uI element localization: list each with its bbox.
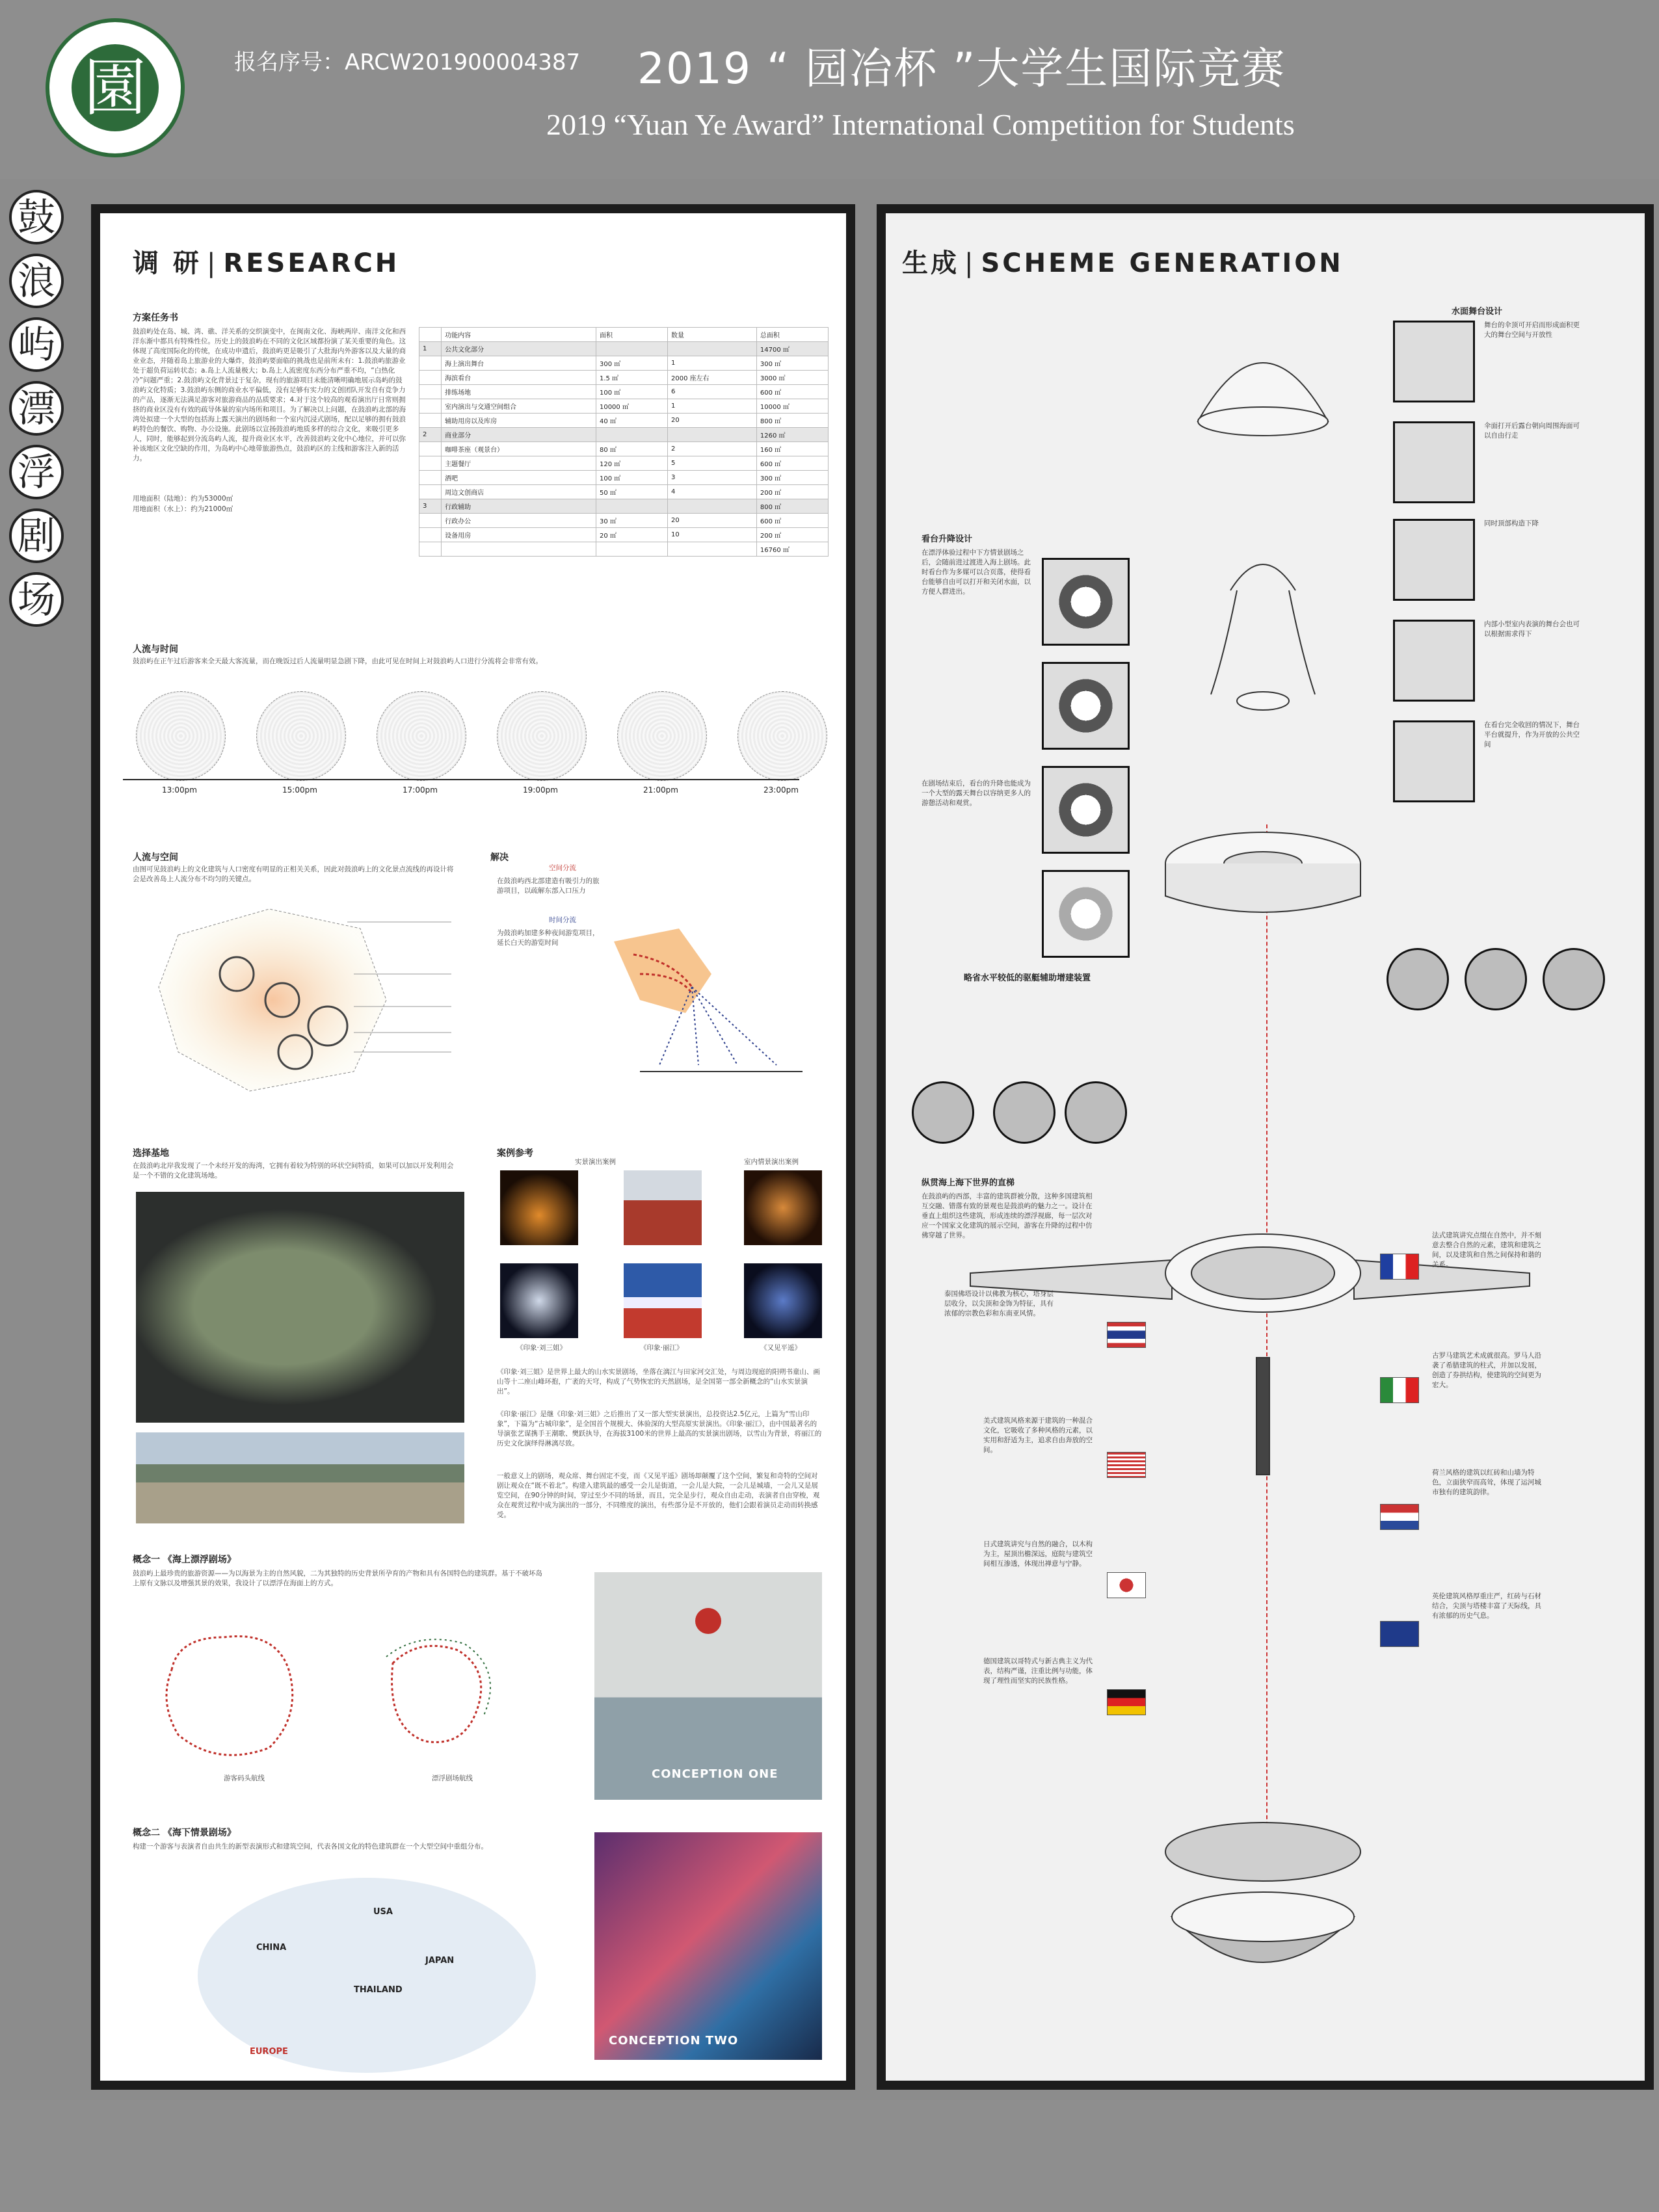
case-caption: 《印象·刘三姐》	[516, 1344, 566, 1352]
case-photo-lijiang-1	[624, 1170, 702, 1245]
world-label-usa: USA	[373, 1907, 393, 1917]
world-label-china: CHINA	[256, 1943, 287, 1953]
table-cell: 50 ㎡	[596, 485, 667, 499]
table-cell: 酒吧	[442, 471, 596, 485]
flag-thailand	[1107, 1322, 1146, 1348]
table-cell: 3	[419, 499, 442, 514]
stand-title: 看台升降设计	[922, 534, 973, 544]
time-label: 21:00pm	[643, 785, 678, 795]
table-cell: 3	[668, 471, 757, 485]
table-header: 面积	[596, 328, 667, 342]
stand-text-2: 在剧场结束后，看台的升降也能成为一个大型的露天舞台以容纳更多人的游憩活动和观赏。	[922, 780, 1031, 807]
stage-note: 舞台的伞顶可开启而形成面积更大的舞台空间与开放性	[1484, 321, 1580, 339]
table-cell: 行政办公	[442, 514, 596, 528]
stage-note: 在看台完全收回的情况下，舞台平台就提升，作为开放的公共空间	[1484, 721, 1580, 748]
table-cell: 80 ㎡	[596, 442, 667, 456]
table-cell: 160 ㎡	[756, 442, 828, 456]
research-heading: 调 研 | RESEARCH	[133, 248, 400, 278]
table-cell	[419, 471, 442, 485]
flow-time-text: 鼓浪屿在正午过后游客来全天最大客流量，而在晚饭过后人流量明显急剧下降，由此可见在时间上对鼓浪屿人口进行分流将会非常有效。	[133, 657, 542, 665]
table-cell: 300 ㎡	[756, 356, 828, 371]
table-cell: 1260 ㎡	[756, 428, 828, 442]
registration-number: 报名序号：ARCW201900004387	[234, 49, 581, 75]
case-outdoor-label: 实景演出案例	[575, 1158, 616, 1166]
time-map-1300	[136, 691, 226, 781]
case-indoor-label: 室内情景演出案例	[744, 1158, 799, 1166]
table-cell: 1	[668, 356, 757, 371]
table-cell: 2000 座左右	[668, 371, 757, 385]
table-cell: 20 ㎡	[596, 528, 667, 542]
case-title: 案例参考	[497, 1148, 533, 1159]
world-label-thailand: THAILAND	[354, 1985, 403, 1995]
table-cell: 800 ㎡	[756, 414, 828, 428]
table-cell	[419, 514, 442, 528]
heading-en: SCHEME GENERATION	[981, 248, 1344, 278]
table-row	[419, 428, 829, 442]
research-panel	[91, 204, 855, 2090]
site-title: 选择基地	[133, 1148, 169, 1159]
table-cell	[419, 485, 442, 499]
case-photo-lijiang-2	[624, 1263, 702, 1338]
concept1-route-maps	[139, 1611, 542, 1774]
core-title: 纵贯海上海下世界的直梯	[922, 1178, 1015, 1188]
time-map-2100	[617, 691, 707, 781]
core-text: 在鼓浪屿的西部，丰富的建筑群被分散，这种多国建筑相互交融、错落有致的景观也是鼓浪屿的魅力之一。设计在垂直上组织这些建筑，形成连续的漂浮视廊，每一层次对应一个国家文化建筑的展示空间，游客在升降的过程中仿佛穿越了世界。	[922, 1192, 1093, 1239]
table-cell: 辅助用房以及库房	[442, 414, 596, 428]
case-photo-pingyao-2	[744, 1263, 822, 1338]
flag-france	[1380, 1254, 1419, 1280]
table-cell: 公共文化部分	[442, 342, 596, 356]
table-cell: 100 ㎡	[596, 385, 667, 399]
case-text-pingyao: 一般意义上的剧场，观众席、舞台固定不变，而《又见平遥》剧场却颠覆了这个空间，繁复和奇特的空间对剧让观众在“既不着北”。构建入建筑最的感受一会儿是街道，一会儿是大院，一会儿是城墙，一会儿又是展览空间，在90分钟的时间，穿过至少不同的场景，而且，完全是步行，观众自由走动，表演者自由穿梭，观众在观赏过程中成为演出的一部分，不同维度的演出，有些部分是不开放的，他们会跟着演员走动而转换感受。	[497, 1472, 820, 1519]
solution-time-label: 时间分流	[549, 916, 576, 924]
task-text: 鼓浪屿处在岛、城、湾、礁、洋关系的交织演变中，在闽南文化、海峡两岸、南洋文化和西洋东渐中都具有特殊性位。历史上的鼓浪屿在不同的文化区域都扮演了某关重要的角色。这体现了高度国际化的传统，在成功申遗后，鼓浪屿更是吸引了大批海内外游客以及大量的商业业态，并随着岛上旅游业的大爆炸，鼓浪屿要面临的挑战也是前所未有：1.鼓浪屿旅游业处于超负荷运转状态；a.岛上人流量极大；b.岛上人流密度东西分布严重不均，“白热化冷”问题严重；2.鼓浪屿文化背景过于复杂，现有的旅游项目未能清晰明确地展示岛屿的鼓浪屿文化特质；3.鼓浪屿东侧的商业水平偏低，没有足够有实力的文创团队开发自有竞争力的产品，逐渐无法满足游客对旅游商品的品质要求；4.对于这个较高的观看演出厅日常则拥挤的商业区没有有效的疏导体量的室内场所和项目。为了解决以上问题，在鼓浪屿北部的海湾处拟建一个大型的包括海上露天演出的剧场和一个室内沉浸式剧场，配以足够的拥有鼓浪屿特色的餐饮、购物、办公设施。此剧场以宣扬鼓浪屿地质多样的综合文化，来吸引更多人，同时，能够起到分流岛屿人流，提升商业区水平，改善鼓浪屿文化中心地位，并可以弥补该地区文化空缺的作用，为岛屿中心地带旅游热点，鼓浪屿区的主线和游客注入新的活力。	[133, 328, 406, 462]
table-cell: 主题餐厅	[442, 456, 596, 471]
table-cell: 10	[668, 528, 757, 542]
logo-char: 園	[72, 44, 159, 131]
country-text-usa: 美式建筑风格来源于建筑的一种混合文化，它吸收了多种风格的元素，以实用和舒适为主，追求自由奔放的空间。	[983, 1417, 1093, 1454]
time-label: 19:00pm	[523, 785, 558, 795]
stage-thumb-1	[1393, 321, 1475, 402]
title-char: 场	[9, 572, 64, 627]
table-cell: 4	[668, 485, 757, 499]
table-row	[419, 528, 829, 542]
table-cell: 咖啡茶座（观景台）	[442, 442, 596, 456]
table-cell	[596, 428, 667, 442]
area-water: 用地面积（水上）：约为21000㎡	[133, 505, 233, 513]
table-cell: 海上演出舞台	[442, 356, 596, 371]
table-cell: 800 ㎡	[756, 499, 828, 514]
table-cell	[442, 542, 596, 557]
competition-logo	[46, 18, 185, 157]
title-char: 浮	[9, 445, 64, 499]
table-cell: 设备用房	[442, 528, 596, 542]
stand-text-1: 在漂浮体验过程中下方情景剧场之后，会随前进过渡进入海上剧场。此时看台作为多媒可以合页落，使得看台能够自由可以打开和关闭水面，以方便人群进出。	[922, 549, 1031, 596]
site-text: 在鼓浪屿北岸我发现了一个未经开发的海湾，它拥有着较为特别的环状空间特质，如果可以加以开发利用会是一个不错的文化建筑场地。	[133, 1162, 454, 1179]
table-row	[419, 542, 829, 557]
title-char: 鼓	[9, 190, 64, 244]
concept1-text: 鼓浪屿上最珍贵的旅游资源——为以海景为主的自然风貌，二为其独特的历史背景所孕育的产物和具有各国特色的建筑群。基于不破坏岛上原有文脉以及增强其景的效果，我设计了以漂浮在海面上的方式。	[133, 1570, 542, 1587]
solution-time-text: 为鼓浪屿加建多种夜间游览项目，延长白天的游览时间	[497, 929, 600, 947]
task-title: 方案任务书	[133, 313, 178, 323]
flag-germany	[1107, 1689, 1146, 1715]
site-shore-photo	[136, 1432, 464, 1523]
table-cell: 2	[668, 442, 757, 456]
detail-ring-1	[912, 1081, 974, 1144]
table-cell	[596, 342, 667, 356]
table-row	[419, 356, 829, 371]
case-text-liusanjie: 《印象·刘三姐》是世界上最大的山水实景剧场，坐落在漓江与田家河交汇处，与周边现庭的阳朔书童山、画山等十二座山峰环抱，广袤的天穹，构成了气势恢宏的天然剧场，是全国第一部全新概念的“山水实景演出”。	[497, 1368, 820, 1395]
table-cell: 300 ㎡	[756, 471, 828, 485]
world-label-japan: JAPAN	[425, 1956, 455, 1966]
case-text-lijiang: 《印象·丽江》是继《印象·刘三姐》之后推出了又一部大型实景演出，总投资达2.5亿元，上篇为“雪山印象”，下篇为“古城印象”，是全国首个规模大、体验深的大型高原实景演出。《印象·丽江》，由中国最著名的导演张艺谋携手王潮歌、樊跃执导，在海拔3100米的世界上最高的实景演出剧场，以雪山为背景，将丽江的历史文化演绎得淋漓尽致。	[497, 1410, 822, 1447]
table-cell	[419, 442, 442, 456]
table-cell: 16760 ㎡	[756, 542, 828, 557]
title-chinese: 2019 “ 园冶杯 ”大学生国际竞赛	[637, 44, 1286, 94]
stage-note: 内部小型室内表演的舞台会也可以根据需求得下	[1484, 620, 1580, 638]
table-cell: 20	[668, 414, 757, 428]
time-map-1500	[256, 691, 346, 781]
country-text-france: 法式建筑讲究点缀在自然中，并不刻意去整合自然的元素，建筑和建筑之间，以及建筑和自然之间保持和谐的关系。	[1432, 1231, 1541, 1269]
flag-japan	[1107, 1572, 1146, 1598]
time-map-1900	[497, 691, 587, 781]
flag-italy	[1380, 1377, 1419, 1403]
stage-note: 伞面打开后露台朝向周围海面可以自由行走	[1484, 422, 1580, 440]
concept2-title: 概念二 《海下情景剧场》	[133, 1828, 236, 1838]
table-cell	[668, 499, 757, 514]
table-cell: 5	[668, 456, 757, 471]
world-label-europe: EUROPE	[250, 2047, 288, 2057]
country-text-netherlands: 荷兰风格的建筑以红砖和山墙为特色，立面狭窄而高耸，体现了运河城市独有的建筑韵律。	[1432, 1469, 1541, 1496]
time-label: 23:00pm	[763, 785, 799, 795]
timeline-axis	[123, 779, 799, 780]
table-cell: 海滨看台	[442, 371, 596, 385]
table-cell: 20	[668, 514, 757, 528]
density-map	[139, 896, 477, 1104]
area-land: 用地面积（陆地）：约为53000㎡	[133, 495, 233, 503]
program-table	[419, 327, 829, 557]
heading-cn: 生成	[902, 248, 959, 278]
table-row	[419, 371, 829, 385]
country-text-thailand: 泰国佛塔设计以佛教为核心，塔身层层收分，以尖顶和金饰为特征，具有浓郁的宗教色彩和东南亚风情。	[944, 1290, 1054, 1317]
heading-cn: 调 研	[133, 248, 202, 278]
case-photo-liusanjie-2	[500, 1263, 578, 1338]
stage-note: 同时顶部构造下降	[1484, 520, 1539, 527]
time-label: 15:00pm	[282, 785, 317, 795]
title-char: 剧	[9, 508, 64, 563]
time-label: 13:00pm	[162, 785, 197, 795]
stage-thumb-5	[1393, 720, 1475, 802]
table-row	[419, 399, 829, 414]
table-cell: 行政辅助	[442, 499, 596, 514]
stand-diagram-4	[1042, 870, 1130, 958]
table-cell: 10000 ㎡	[596, 399, 667, 414]
flag-netherlands	[1380, 1504, 1419, 1530]
table-cell	[419, 414, 442, 428]
table-cell: 300 ㎡	[596, 356, 667, 371]
concept2-text: 构建一个游客与表演者自由共生的新型表演形式和建筑空间，代表各国文化的特色建筑群在一个大型空间中重组分布。	[133, 1843, 488, 1850]
table-cell: 600 ㎡	[756, 385, 828, 399]
header-band	[0, 0, 1659, 179]
table-cell: 6	[668, 385, 757, 399]
flag-uk	[1380, 1621, 1419, 1647]
table-cell	[419, 456, 442, 471]
table-row	[419, 456, 829, 471]
site-aerial-photo	[136, 1192, 464, 1423]
table-row	[419, 471, 829, 485]
concept1-map-b-label: 漂浮剧场航线	[432, 1774, 473, 1782]
table-cell	[668, 542, 757, 557]
table-header: 功能内容	[442, 328, 596, 342]
table-row	[419, 485, 829, 499]
table-row	[419, 514, 829, 528]
table-cell: 600 ㎡	[756, 514, 828, 528]
table-cell	[419, 528, 442, 542]
detail-ring-4	[1387, 948, 1449, 1010]
case-photo-liusanjie-1	[500, 1170, 578, 1245]
table-cell: 120 ㎡	[596, 456, 667, 471]
heading-en: RESEARCH	[223, 248, 400, 278]
detail-ring-6	[1543, 948, 1605, 1010]
table-cell	[419, 371, 442, 385]
table-cell	[596, 499, 667, 514]
vertical-project-title	[9, 190, 69, 636]
title-char: 漂	[9, 381, 64, 436]
world-map-blob	[198, 1878, 536, 2073]
flow-space-title: 人流与空间	[133, 852, 178, 863]
footer-band	[0, 2100, 1659, 2212]
table-cell: 1	[419, 342, 442, 356]
stand-diagram-1	[1042, 558, 1130, 646]
table-cell	[596, 542, 667, 557]
sun-shape	[695, 1608, 721, 1634]
case-caption: 《印象·丽江》	[640, 1344, 684, 1352]
detail-ring-3	[1065, 1081, 1127, 1144]
table-header: 数量	[668, 328, 757, 342]
stage-thumb-4	[1393, 620, 1475, 702]
scheme-heading: 生成 | SCHEME GENERATION	[902, 248, 1344, 278]
table-cell	[419, 399, 442, 414]
table-cell	[419, 385, 442, 399]
stand-diagram-2	[1042, 662, 1130, 750]
table-row	[419, 414, 829, 428]
detail-ring-2	[993, 1081, 1055, 1144]
flow-space-text: 由图可见鼓浪屿上的文化建筑与人口密度有明显的正相关关系，因此对鼓浪屿上的文化景点流线的再设计将会是改善岛上人流分布不均匀的关键点。	[133, 865, 454, 883]
table-cell: 200 ㎡	[756, 528, 828, 542]
table-row	[419, 385, 829, 399]
table-cell: 40 ㎡	[596, 414, 667, 428]
submarine-title: 略省水平较低的驱艇辅助增建装置	[964, 973, 1091, 983]
table-cell: 10000 ㎡	[756, 399, 828, 414]
solution-space-text: 在鼓浪屿西北部建造有吸引力的旅游项目，以疏解东部入口压力	[497, 877, 600, 895]
table-cell: 600 ㎡	[756, 456, 828, 471]
table-cell: 200 ㎡	[756, 485, 828, 499]
table-row	[419, 342, 829, 356]
conception-one-label: CONCEPTION ONE	[652, 1767, 778, 1781]
table-cell: 100 ㎡	[596, 471, 667, 485]
title-char: 屿	[9, 317, 64, 372]
conception-one-image	[594, 1572, 822, 1800]
table-cell: 3000 ㎡	[756, 371, 828, 385]
solution-title: 解决	[490, 852, 509, 863]
table-cell: 室内演出与交通空间组合	[442, 399, 596, 414]
table-cell: 1	[668, 399, 757, 414]
table-cell: 周边文创商店	[442, 485, 596, 499]
concept1-map-a-label: 游客码头航线	[224, 1774, 265, 1782]
table-row	[419, 499, 829, 514]
table-cell: 排练场地	[442, 385, 596, 399]
table-row	[419, 442, 829, 456]
stage-thumb-2	[1393, 421, 1475, 503]
country-text-japan: 日式建筑讲究与自然的融合，以木构为主，屋顶出檐深远，庭院与建筑空间相互渗透，体现出禅意与宁静。	[983, 1540, 1093, 1568]
table-cell: 30 ㎡	[596, 514, 667, 528]
table-header-row	[419, 328, 829, 342]
title-char: 浪	[9, 254, 64, 308]
table-cell	[419, 542, 442, 557]
title-english: 2019 “Yuan Ye Award” International Competition for Students	[546, 108, 1295, 141]
table-cell: 2	[419, 428, 442, 442]
case-photo-pingyao-1	[744, 1170, 822, 1245]
stage-thumb-3	[1393, 519, 1475, 601]
time-map-1700	[377, 691, 466, 781]
table-cell	[668, 342, 757, 356]
conception-two-image	[594, 1832, 822, 2060]
table-cell: 1.5 ㎡	[596, 371, 667, 385]
scheme-panel	[877, 204, 1654, 2090]
solution-space-label: 空间分流	[549, 864, 576, 872]
table-cell	[419, 356, 442, 371]
country-text-uk: 英伦建筑风格厚重庄严，红砖与石材结合，尖顶与塔楼丰富了天际线，具有浓郁的历史气息。	[1432, 1592, 1541, 1620]
stand-diagram-3	[1042, 766, 1130, 854]
flag-usa	[1107, 1452, 1146, 1478]
table-cell: 商业部分	[442, 428, 596, 442]
time-map-2300	[737, 691, 827, 781]
concept1-title: 概念一 《海上漂浮剧场》	[133, 1555, 236, 1565]
flow-diversion-diagram	[601, 915, 809, 1085]
water-stage-title: 水面舞台设计	[1452, 307, 1503, 317]
detail-ring-5	[1465, 948, 1527, 1010]
flow-time-title: 人流与时间	[133, 644, 178, 655]
table-cell	[668, 428, 757, 442]
table-header: 总面积	[756, 328, 828, 342]
case-caption: 《又见平遥》	[760, 1344, 801, 1352]
table-header	[419, 328, 442, 342]
conception-two-label: CONCEPTION TWO	[609, 2034, 739, 2047]
table-cell: 14700 ㎡	[756, 342, 828, 356]
country-text-italy: 古罗马建筑艺术成就很高。罗马人沿袭了希腊建筑的柱式，并加以发展，创造了券拱结构，使建筑的空间更为宏大。	[1432, 1352, 1541, 1389]
country-text-germany: 德国建筑以哥特式与新古典主义为代表，结构严谨，注重比例与功能，体现了理性而坚实的民族性格。	[983, 1657, 1093, 1685]
time-label: 17:00pm	[403, 785, 438, 795]
